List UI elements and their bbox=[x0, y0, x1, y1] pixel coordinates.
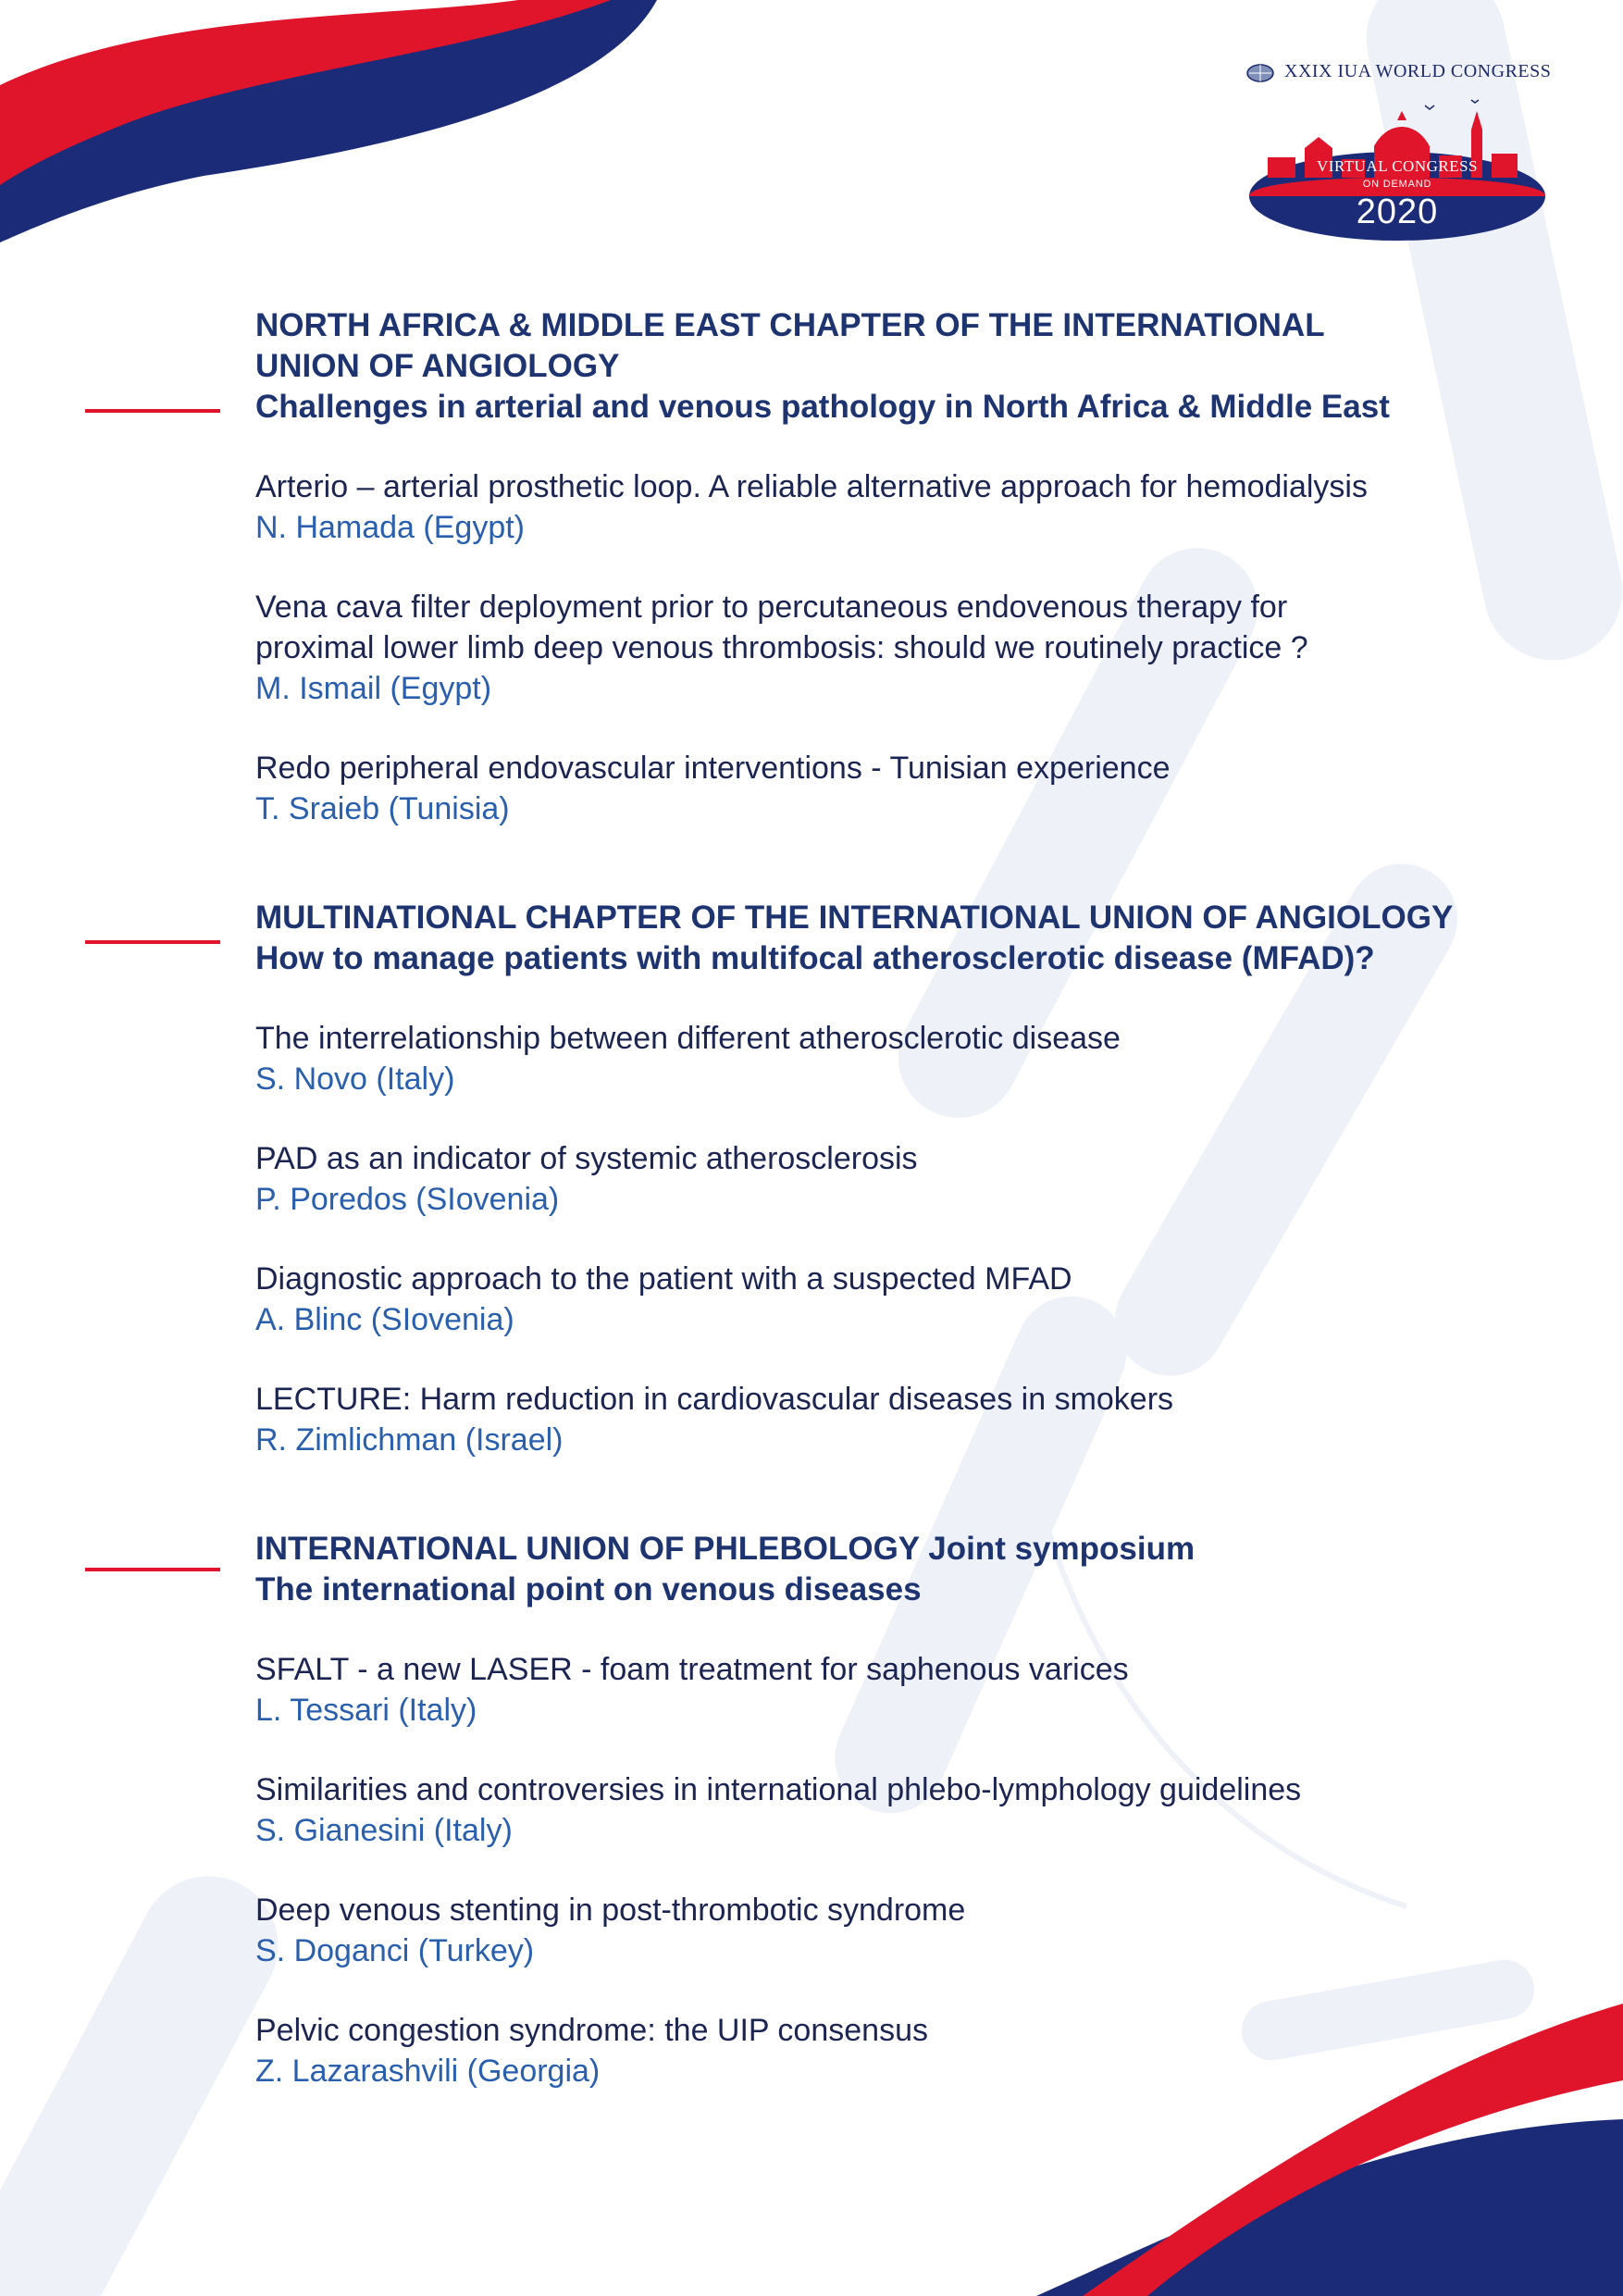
talk-author: S. Gianesini (Italy) bbox=[255, 1813, 513, 1848]
section-organization: UNION OF ANGIOLOGY bbox=[255, 348, 620, 384]
bird-icon bbox=[1425, 105, 1434, 109]
section-marker-line bbox=[85, 940, 220, 944]
section-organization: INTERNATIONAL UNION OF PHLEBOLOGY Joint symposium bbox=[255, 1531, 1196, 1567]
logo-on-demand: ON DEMAND bbox=[1362, 179, 1432, 190]
section-marker-line bbox=[85, 1568, 220, 1571]
logo-virtual-congress: VIRTUAL CONGRESS bbox=[1317, 157, 1478, 175]
talk-title: Pelvic congestion syndrome: the UIP consensus bbox=[255, 2013, 928, 2048]
talk-title: Arterio – arterial prosthetic loop. A reliable alternative approach for hemodialysis bbox=[255, 469, 1368, 504]
section-marker-line bbox=[85, 409, 220, 413]
section-subtitle: The international point on venous diseases bbox=[255, 1571, 922, 1607]
section-subtitle: Challenges in arterial and venous pathology in North Africa & Middle East bbox=[255, 389, 1390, 425]
talk-item bbox=[255, 1379, 1569, 1460]
program-section bbox=[255, 305, 1569, 829]
section-organization: MULTINATIONAL CHAPTER OF THE INTERNATIONAL UNION OF ANGIOLOGY bbox=[255, 900, 1454, 936]
talk-item bbox=[255, 1259, 1569, 1340]
talk-title: Deep venous stenting in post-thrombotic syndrome bbox=[255, 1893, 966, 1928]
program-section bbox=[255, 898, 1569, 1460]
talk-item bbox=[255, 587, 1569, 709]
talk-author: Z. Lazarashvili (Georgia) bbox=[255, 2054, 601, 2089]
talk-list bbox=[255, 1649, 1569, 2091]
talk-title: Diagnostic approach to the patient with a suspected MFAD bbox=[255, 1261, 1072, 1297]
globe-icon bbox=[1245, 63, 1275, 83]
talk-title: LECTURE: Harm reduction in cardiovascular diseases in smokers bbox=[255, 1382, 1174, 1417]
talk-item bbox=[255, 1138, 1569, 1220]
section-organization: NORTH AFRICA & MIDDLE EAST CHAPTER OF THE INTERNATIONAL bbox=[255, 307, 1325, 343]
talk-item bbox=[255, 1018, 1569, 1099]
bird-icon bbox=[1471, 100, 1479, 103]
talk-title: Redo peripheral endovascular interventions - Tunisian experience bbox=[255, 751, 1171, 786]
congress-title: XXIX IUA WORLD CONGRESS bbox=[1284, 61, 1552, 81]
logo-year: 2020 bbox=[1356, 192, 1439, 231]
talk-list bbox=[255, 1018, 1569, 1460]
talk-title: The interrelationship between different atherosclerotic disease bbox=[255, 1021, 1121, 1056]
talk-title: SFALT - a new LASER - foam treatment for saphenous varices bbox=[255, 1652, 1129, 1687]
talk-item bbox=[255, 748, 1569, 829]
talk-author: P. Poredos (SIovenia) bbox=[255, 1182, 560, 1217]
talk-author: M. Ismail (Egypt) bbox=[255, 671, 492, 706]
talk-item bbox=[255, 466, 1569, 548]
talk-title: proximal lower limb deep venous thrombosis: should we routinely practice ? bbox=[255, 630, 1308, 665]
talk-title: Similarities and controversies in international phlebo-lymphology guidelines bbox=[255, 1772, 1302, 1807]
program-section bbox=[255, 1529, 1569, 2091]
talk-author: L. Tessari (Italy) bbox=[255, 1693, 477, 1728]
talk-item bbox=[255, 1649, 1569, 1731]
talk-author: N. Hamada (Egypt) bbox=[255, 510, 525, 545]
talk-item bbox=[255, 1769, 1569, 1851]
section-subtitle: How to manage patients with multifocal atherosclerotic disease (MFAD)? bbox=[255, 940, 1375, 976]
talk-author: S. Doganci (Turkey) bbox=[255, 1933, 535, 1968]
talk-title: Vena cava filter deployment prior to percutaneous endovenous therapy for bbox=[255, 590, 1288, 625]
talk-author: R. Zimlichman (Israel) bbox=[255, 1422, 564, 1458]
talk-title: PAD as an indicator of systemic atherosclerosis bbox=[255, 1141, 918, 1176]
talk-author: S. Novo (Italy) bbox=[255, 1061, 455, 1097]
talk-item bbox=[255, 2010, 1569, 2091]
talk-item bbox=[255, 1890, 1569, 1971]
talk-author: T. Sraieb (Tunisia) bbox=[255, 791, 510, 826]
talk-author: A. Blinc (SIovenia) bbox=[255, 1302, 514, 1337]
congress-logo bbox=[1240, 56, 1555, 241]
program-content bbox=[255, 305, 1569, 2160]
talk-list bbox=[255, 466, 1569, 829]
